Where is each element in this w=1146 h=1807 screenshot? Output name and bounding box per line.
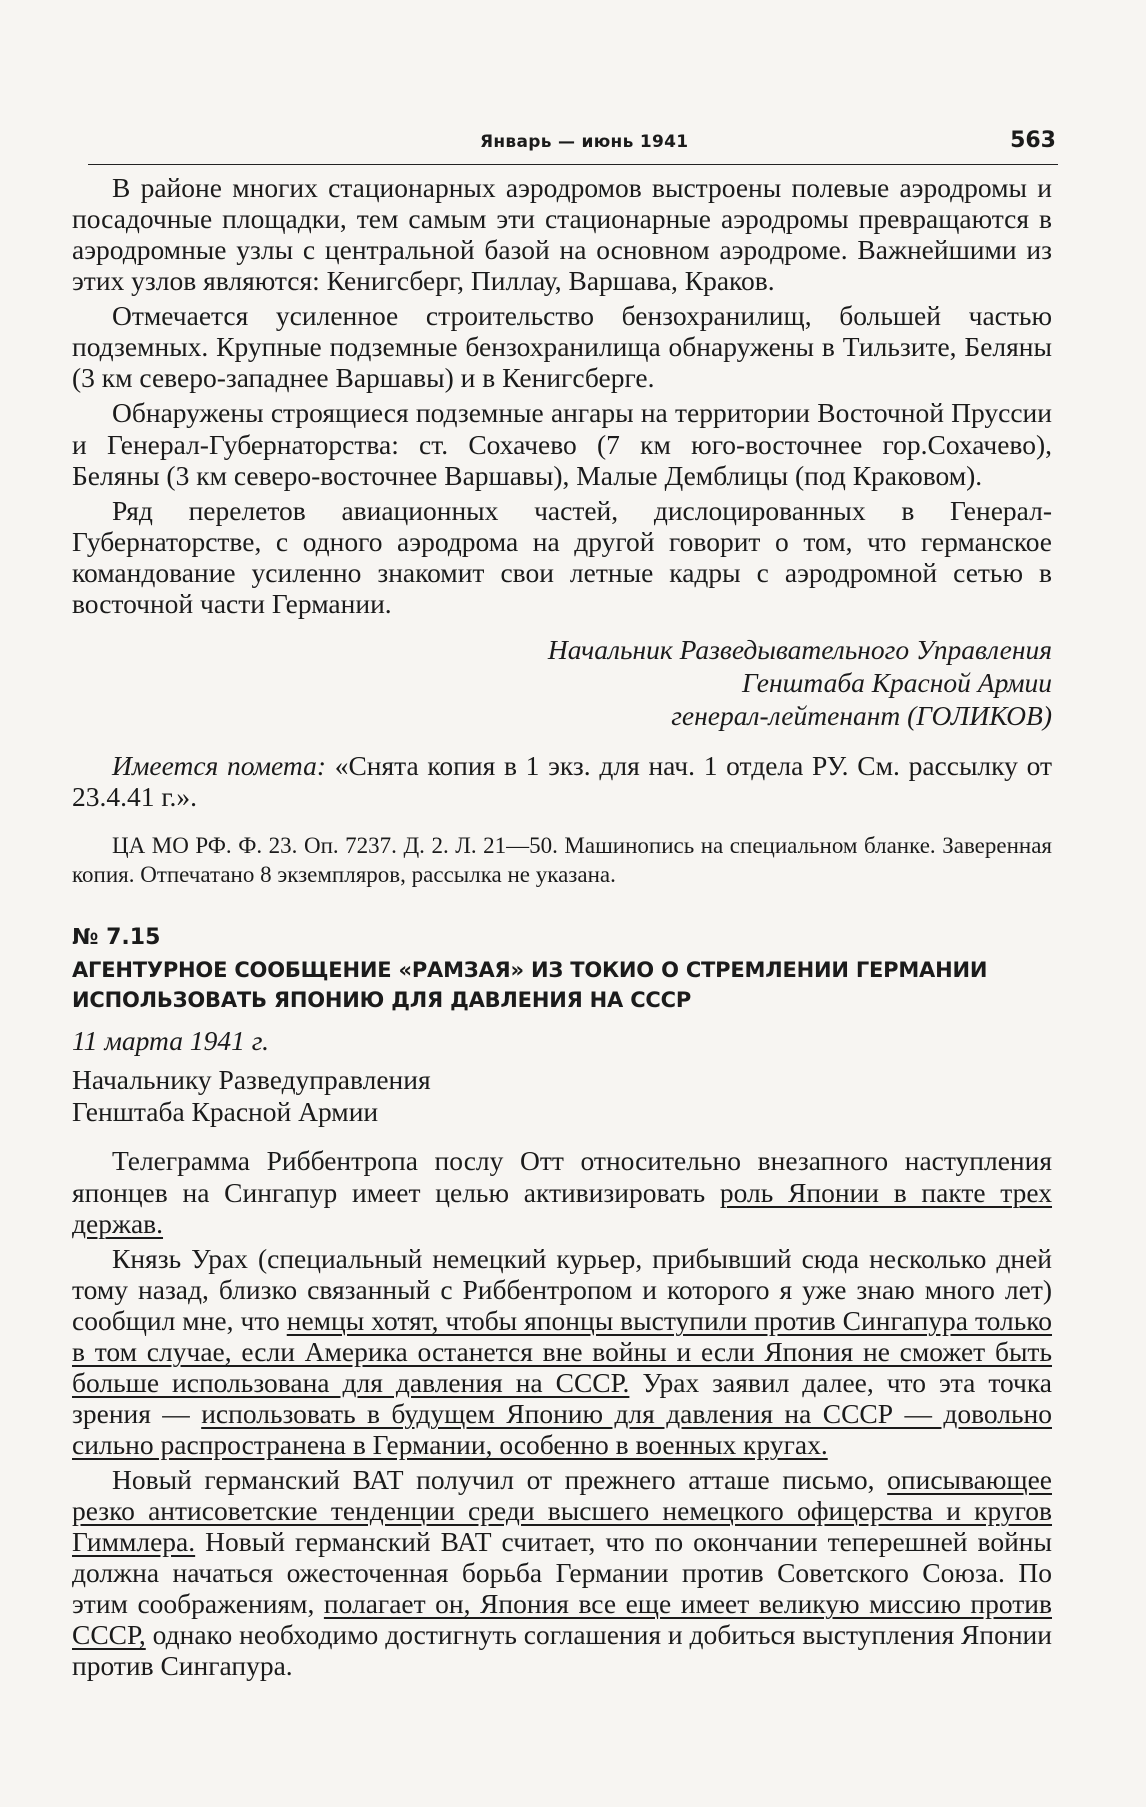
body-text: Новый германский ВАТ получил от прежнего атташе письмо,	[112, 1464, 888, 1496]
intro-paragraph-1: В районе многих стационарных аэродромов выстроены полевые аэродромы и посадочные площадки, тем самым эти стационарные аэродромы превращаются в аэродромные узлы с центральной базой на основном аэродроме. Важнейшими из этих узлов являются: Кенигсберг, Пиллау, Варшава, Краков.	[72, 172, 1052, 297]
body-text: Телеграмма Риббентропа послу Отт относительно внезапного наступления японцев на Сингапур имеет целью активизировать	[72, 1145, 1052, 1208]
note-label: Имеется помета:	[112, 749, 326, 781]
underlined-text: роль Японии в пакте трех держав.	[72, 1176, 1053, 1239]
intro-paragraph-3: Обнаружены строящиеся подземные ангары на территории Восточной Пруссии и Генерал-Губернаторства: ст. Сохачево (7 км юго-восточнее гор.Сохачево), Беляны (3 км северо-восточнее Варшавы), Малые Демблицы (под Краковом).	[72, 397, 1052, 491]
document-title: АГЕНТУРНОЕ СООБЩЕНИЕ «РАМЗАЯ» ИЗ ТОКИО О СТРЕМЛЕНИИ ГЕРМАНИИ ИСПОЛЬЗОВАТЬ ЯПОНИЮ ДЛЯ ДАВЛЕНИЯ НА СССР	[72, 958, 988, 1012]
note-text: «Снята копия в 1 экз. для нач. 1 отдела РУ. См. рассылку от 23.4.41 г.».	[72, 749, 1052, 812]
annotation-note	[72, 750, 1052, 812]
intro-paragraph-4: Ряд перелетов авиационных частей, дислоцированных в Генерал-Губернаторстве, с одного аэродрома на другой говорит о том, что германское командование усиленно знакомит свои летные кадры с аэродромной сетью в восточной части Германии.	[72, 494, 1052, 619]
page-number: 563	[1010, 128, 1056, 153]
document-number: № 7.15	[72, 924, 161, 950]
addressee-line-2: Генштаба Красной Армии	[72, 1095, 379, 1127]
underlined-text: использовать в будущем Японию для давления на СССР — довольно сильно распространена в Германии, особенно в военных кругах.	[72, 1397, 1052, 1461]
body-paragraph-3	[72, 1464, 1052, 1681]
page-content	[72, 172, 1052, 1686]
signature-organization: Генштаба Красной Армии	[741, 666, 1052, 698]
signature-name: генерал-лейтенант (ГОЛИКОВ)	[671, 699, 1052, 731]
body-text: Князь Урах (специальный немецкий курьер, прибывший сюда несколько дней тому назад, близко связанный с Риббентропом и которого я уже знаю много лет) сообщил мне, что	[72, 1242, 1052, 1336]
body-paragraph-2	[72, 1243, 1052, 1460]
body-text: Урах заявил далее, что эта точка зрения —	[72, 1366, 1052, 1429]
underlined-text: полагает он, Япония все еще имеет великую миссию против СССР,	[72, 1588, 1052, 1651]
running-header	[88, 128, 1058, 165]
intro-paragraph-2: Отмечается усиленное строительство бензохранилищ, большей частью подземных. Крупные подземные бензохранилища обнаружены в Тильзите, Беляны (3 км северо-западнее Варшавы) и в Кенигсберге.	[72, 300, 1052, 394]
underlined-text: немцы хотят, чтобы японцы выступили против Сингапура только в том случае, если Америка останется вне войны и если Япония не сможет быть больше использована для давления на СССР.	[72, 1304, 1052, 1398]
document-date: 11 марта 1941 г.	[72, 1025, 269, 1057]
signature-position: Начальник Разведывательного Управления	[547, 633, 1052, 665]
body-text: Новый германский ВАТ считает, что по окончании теперешней войны должна начаться ожесточенная борьба Германии против Советского Союза. По этим соображениям,	[72, 1526, 1052, 1620]
body-text: однако необходимо достигнуть соглашения и добиться выступления Японии против Сингапура.	[72, 1619, 1052, 1682]
addressee-block	[72, 1064, 1052, 1127]
signature-block	[72, 633, 1052, 732]
running-title: Январь — июнь 1941	[480, 132, 689, 152]
underlined-text: описывающее резко антисоветские тенденции среди высшего немецкого офицерства и кругов Гиммлера.	[72, 1464, 1052, 1558]
archive-reference: ЦА МО РФ. Ф. 23. Оп. 7237. Д. 2. Л. 21—50. Машинопись на специальном бланке. Заверенная копия. Отпечатано 8 экземпляров, рассылка не указана.	[72, 833, 1052, 887]
addressee-line-1: Начальнику Разведуправления	[72, 1064, 431, 1096]
body-paragraph-1	[72, 1145, 1052, 1238]
